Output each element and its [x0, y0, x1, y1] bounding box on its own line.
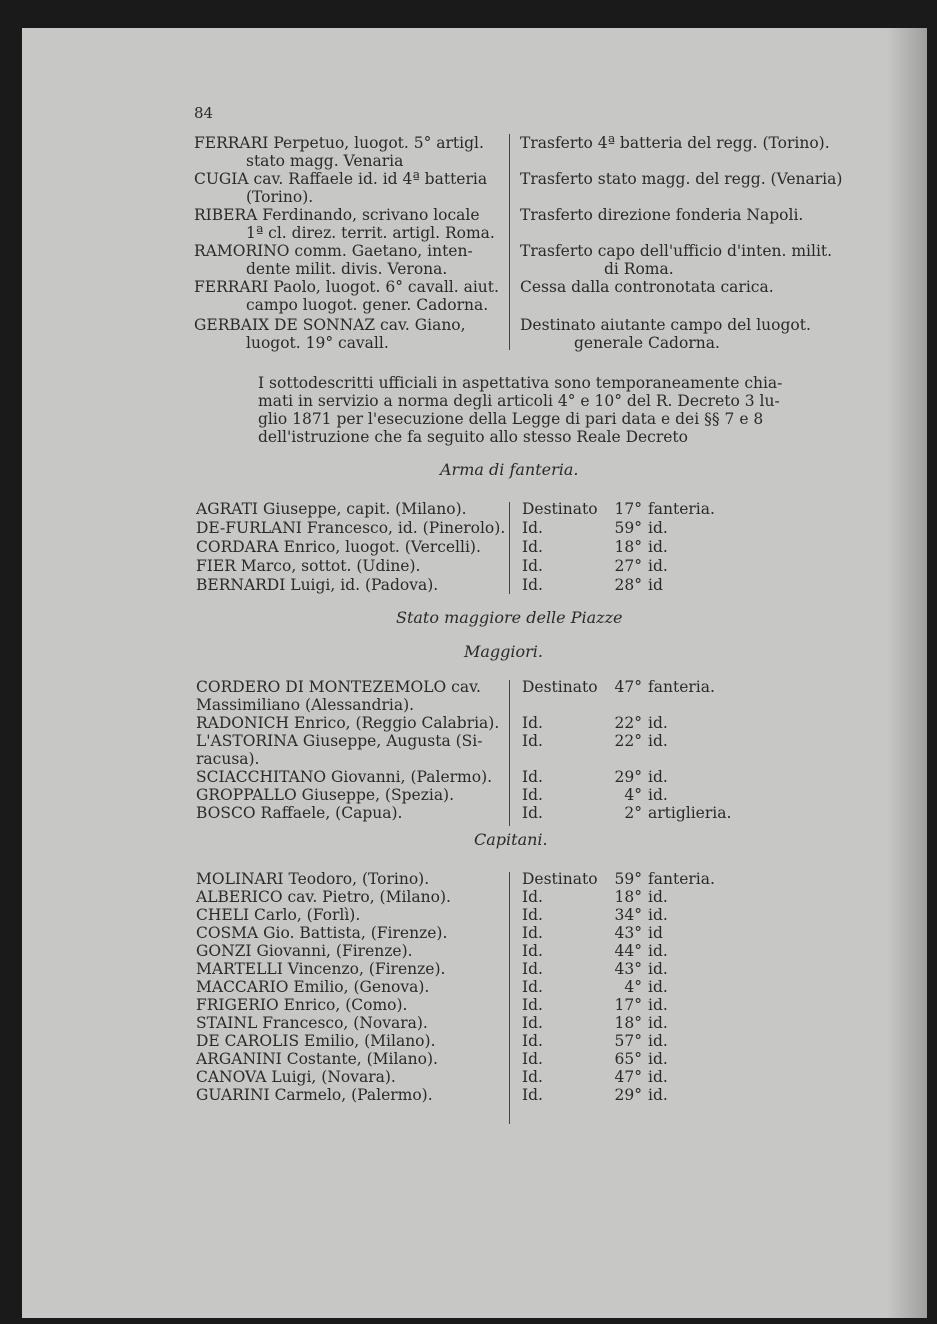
destination-label: Destinato	[522, 870, 598, 888]
destination-label: Id.	[522, 978, 543, 996]
officer-name: CORDARA Enrico, luogot. (Vercelli).	[196, 538, 481, 556]
regiment-number: 22°	[614, 732, 642, 750]
regiment-number: 4°	[624, 978, 642, 996]
destination-label: Id.	[522, 786, 543, 804]
regiment-number: 59°	[614, 870, 642, 888]
unit-name: id.	[648, 768, 668, 786]
unit-name: id.	[648, 1032, 668, 1050]
destination-label: Id.	[522, 924, 543, 942]
document-page	[22, 28, 927, 1318]
regiment-number: 29°	[614, 1086, 642, 1104]
table-row	[22, 1068, 882, 1086]
officer-name: ARGANINI Costante, (Milano).	[196, 1050, 438, 1068]
table-row	[22, 750, 882, 768]
destination-label: Id.	[522, 768, 543, 786]
unit-name: id.	[648, 888, 668, 906]
unit-name: id.	[648, 978, 668, 996]
column-divider	[509, 134, 510, 350]
destination-label: Id.	[522, 714, 543, 732]
subheading-capitani: Capitani.	[474, 830, 548, 849]
regiment-number: 43°	[614, 924, 642, 942]
regiment-number: 57°	[614, 1032, 642, 1050]
table-row	[22, 519, 882, 537]
unit-name: id.	[648, 538, 668, 556]
officer-name: MARTELLI Vincenzo, (Firenze).	[196, 960, 446, 978]
officer-name: DE CAROLIS Emilio, (Milano).	[196, 1032, 436, 1050]
unit-name: id.	[648, 1086, 668, 1104]
unit-name: fanteria.	[648, 678, 715, 696]
destination-label: Id.	[522, 519, 543, 537]
transfer-3-right-line-1: di Roma.	[604, 260, 674, 278]
unit-name: id.	[648, 996, 668, 1014]
table-row	[22, 804, 882, 822]
regiment-number: 18°	[614, 538, 642, 556]
destination-label: Id.	[522, 942, 543, 960]
transfer-4-right-line-0: Cessa dalla contronotata carica.	[520, 278, 774, 296]
destination-label: Id.	[522, 996, 543, 1014]
officer-name: GUARINI Carmelo, (Palermo).	[196, 1086, 433, 1104]
transfer-3-left-line-0: RAMORINO comm. Gaetano, inten-	[194, 242, 473, 260]
regiment-number: 47°	[614, 678, 642, 696]
paragraph-line: I sottodescritti ufficiali in aspettativa sono temporaneamente chia-	[258, 374, 783, 392]
officer-name: RADONICH Enrico, (Reggio Calabria).	[196, 714, 500, 732]
unit-name: id.	[648, 519, 668, 537]
table-row	[22, 924, 882, 942]
destination-label: Id.	[522, 906, 543, 924]
table-row	[22, 996, 882, 1014]
subheading-maggiori: Maggiori.	[464, 642, 544, 661]
unit-name: id.	[648, 1050, 668, 1068]
paragraph-line: glio 1871 per l'esecuzione della Legge di pari data e dei §§ 7 e 8	[258, 410, 764, 428]
transfer-3-right-line-0: Trasferto capo dell'ufficio d'inten. milit.	[520, 242, 833, 260]
paragraph-line: mati in servizio a norma degli articoli 4° e 10° del R. Decreto 3 lu-	[258, 392, 780, 410]
regiment-number: 29°	[614, 768, 642, 786]
transfer-5-right-line-0: Destinato aiutante campo del luogot.	[520, 316, 811, 334]
table-row	[22, 1086, 882, 1104]
officer-name: BERNARDI Luigi, id. (Padova).	[196, 576, 439, 594]
transfer-4-left-line-1: campo luogot. gener. Cadorna.	[246, 296, 489, 314]
destination-label: Id.	[522, 1050, 543, 1068]
officer-name: CANOVA Luigi, (Novara).	[196, 1068, 396, 1086]
regiment-number: 4°	[624, 786, 642, 804]
officer-name: STAINL Francesco, (Novara).	[196, 1014, 428, 1032]
destination-label: Id.	[522, 1032, 543, 1050]
officer-name: FIER Marco, sottot. (Udine).	[196, 557, 421, 575]
destination-label: Id.	[522, 538, 543, 556]
table-row	[22, 714, 882, 732]
unit-name: id	[648, 576, 663, 594]
transfer-1-left-line-1: (Torino).	[246, 188, 314, 206]
transfer-0-right-line-0: Trasferto 4ª batteria del regg. (Torino).	[520, 134, 830, 152]
transfer-1-left-line-0: CUGIA cav. Raffaele id. id 4ª batteria	[194, 170, 488, 188]
table-row	[22, 978, 882, 996]
table-row	[22, 1032, 882, 1050]
column-divider	[509, 502, 510, 594]
unit-name: id.	[648, 557, 668, 575]
unit-name: id.	[648, 786, 668, 804]
regiment-number: 44°	[614, 942, 642, 960]
table-row	[22, 500, 882, 518]
column-divider	[509, 680, 510, 826]
transfer-2-left-line-1: 1ª cl. direz. territ. artigl. Roma.	[246, 224, 495, 242]
table-row	[22, 888, 882, 906]
unit-name: id.	[648, 732, 668, 750]
transfer-2-left-line-0: RIBERA Ferdinando, scrivano locale	[194, 206, 480, 224]
unit-name: id.	[648, 1068, 668, 1086]
decree-paragraph	[258, 374, 818, 446]
officer-name: CORDERO DI MONTEZEMOLO cav.	[196, 678, 481, 696]
officer-name: MACCARIO Emilio, (Genova).	[196, 978, 430, 996]
officer-name: SCIACCHITANO Giovanni, (Palermo).	[196, 768, 493, 786]
regiment-number: 59°	[614, 519, 642, 537]
officer-name: CHELI Carlo, (Forlì).	[196, 906, 361, 924]
regiment-number: 27°	[614, 557, 642, 575]
unit-name: id.	[648, 960, 668, 978]
destination-label: Id.	[522, 576, 543, 594]
page-edge-shadow	[887, 28, 927, 1318]
table-row	[22, 732, 882, 750]
transfer-4-left-line-0: FERRARI Paolo, luogot. 6° cavall. aiut.	[194, 278, 499, 296]
transfer-0-left-line-0: FERRARI Perpetuo, luogot. 5° artigl.	[194, 134, 484, 152]
destination-label: Id.	[522, 1086, 543, 1104]
officer-name: Massimiliano (Alessandria).	[196, 696, 415, 714]
regiment-number: 17°	[614, 996, 642, 1014]
regiment-number: 18°	[614, 1014, 642, 1032]
table-row	[22, 538, 882, 556]
unit-name: artiglieria.	[648, 804, 732, 822]
destination-label: Id.	[522, 960, 543, 978]
officer-name: GONZI Giovanni, (Firenze).	[196, 942, 413, 960]
transfer-5-left-line-0: GERBAIX DE SONNAZ cav. Giano,	[194, 316, 466, 334]
transfer-0-left-line-1: stato magg. Venaria	[246, 152, 404, 170]
destination-label: Id.	[522, 1014, 543, 1032]
transfer-3-left-line-1: dente milit. divis. Verona.	[246, 260, 448, 278]
regiment-number: 34°	[614, 906, 642, 924]
unit-name: id.	[648, 1014, 668, 1032]
officer-name: DE-FURLANI Francesco, id. (Pinerolo).	[196, 519, 506, 537]
table-row	[22, 870, 882, 888]
paragraph-line: dell'istruzione che fa seguito allo stesso Reale Decreto	[258, 428, 688, 446]
regiment-number: 22°	[614, 714, 642, 732]
officer-name: BOSCO Raffaele, (Capua).	[196, 804, 403, 822]
table-row	[22, 557, 882, 575]
table-row	[22, 960, 882, 978]
officer-name: COSMA Gio. Battista, (Firenze).	[196, 924, 448, 942]
unit-name: id.	[648, 906, 668, 924]
unit-name: fanteria.	[648, 870, 715, 888]
table-row	[22, 576, 882, 594]
regiment-number: 47°	[614, 1068, 642, 1086]
table-row	[22, 768, 882, 786]
table-row	[22, 1050, 882, 1068]
transfer-1-right-line-0: Trasferto stato magg. del regg. (Venaria)	[520, 170, 843, 188]
destination-label: Id.	[522, 888, 543, 906]
table-row	[22, 906, 882, 924]
destination-label: Id.	[522, 804, 543, 822]
officer-name: L'ASTORINA Giuseppe, Augusta (Si-	[196, 732, 483, 750]
regiment-number: 28°	[614, 576, 642, 594]
transfer-2-right-line-0: Trasferto direzione fonderia Napoli.	[520, 206, 804, 224]
section-heading-fanteria: Arma di fanteria.	[440, 460, 579, 479]
transfer-5-left-line-1: luogot. 19° cavall.	[246, 334, 389, 352]
regiment-number: 18°	[614, 888, 642, 906]
officer-name: MOLINARI Teodoro, (Torino).	[196, 870, 430, 888]
table-row	[22, 786, 882, 804]
unit-name: fanteria.	[648, 500, 715, 518]
regiment-number: 43°	[614, 960, 642, 978]
officer-name: FRIGERIO Enrico, (Como).	[196, 996, 408, 1014]
officer-name: racusa).	[196, 750, 260, 768]
unit-name: id.	[648, 942, 668, 960]
destination-label: Id.	[522, 732, 543, 750]
page-number: 84	[194, 104, 214, 122]
column-divider	[509, 872, 510, 1124]
section-heading-stato: Stato maggiore delle Piazze	[396, 608, 623, 627]
table-row	[22, 696, 882, 714]
destination-label: Destinato	[522, 678, 598, 696]
unit-name: id.	[648, 714, 668, 732]
table-row	[22, 678, 882, 696]
destination-label: Destinato	[522, 500, 598, 518]
officer-name: ALBERICO cav. Pietro, (Milano).	[196, 888, 451, 906]
destination-label: Id.	[522, 1068, 543, 1086]
unit-name: id	[648, 924, 663, 942]
table-row	[22, 942, 882, 960]
table-row	[22, 1014, 882, 1032]
destination-label: Id.	[522, 557, 543, 575]
regiment-number: 17°	[614, 500, 642, 518]
transfer-5-right-line-1: generale Cadorna.	[574, 334, 720, 352]
regiment-number: 2°	[624, 804, 642, 822]
officer-name: AGRATI Giuseppe, capit. (Milano).	[196, 500, 467, 518]
regiment-number: 65°	[614, 1050, 642, 1068]
officer-name: GROPPALLO Giuseppe, (Spezia).	[196, 786, 455, 804]
